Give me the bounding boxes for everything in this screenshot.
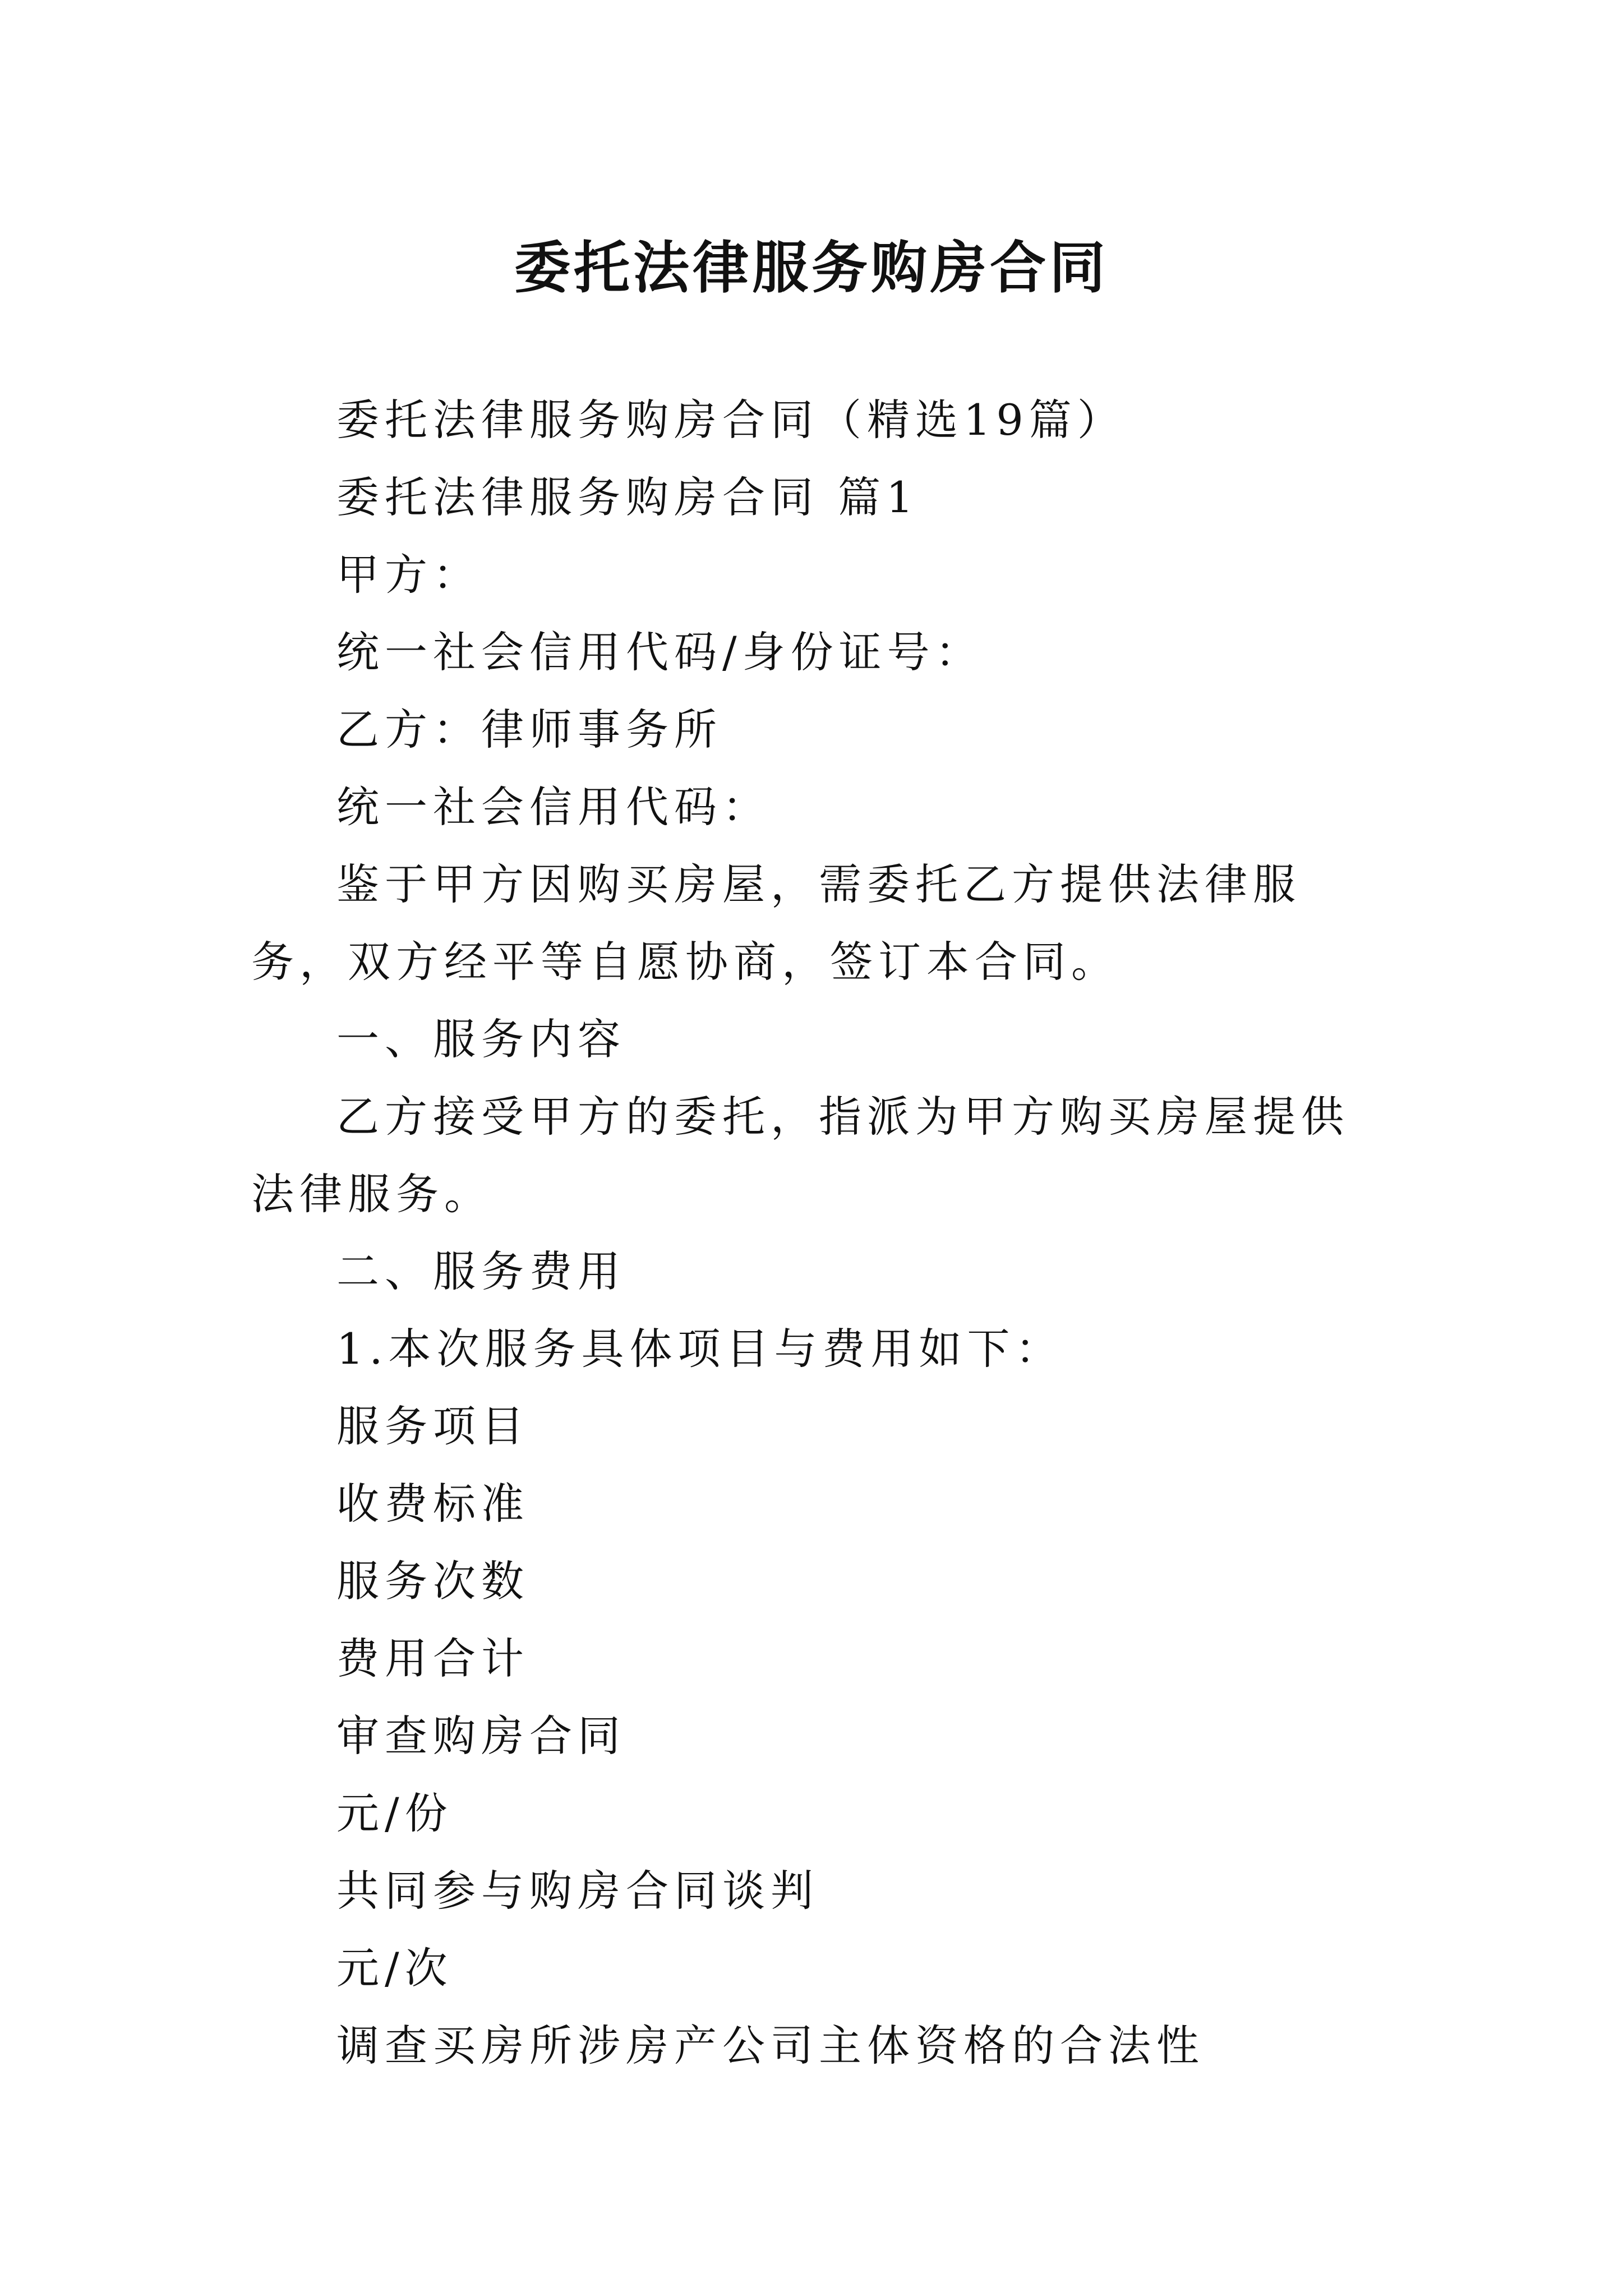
fee-item-negotiation: 共同参与购房合同谈判 [336, 1866, 819, 1916]
fee-item-developer-investigation: 调查买房所涉房产公司主体资格的合法性 [336, 2021, 1205, 2070]
fee-column-total: 费用合计 [336, 1634, 529, 1683]
fee-item-review-contract-rate: 元/份 [336, 1788, 453, 1838]
section-heading-service-content: 一、服务内容 [336, 1014, 626, 1064]
fee-column-rate: 收费标准 [336, 1479, 529, 1529]
document-title: 委托法律服务购房合同 [514, 234, 1109, 301]
paragraph-collection-title: 委托法律服务购房合同（精选19篇） [336, 395, 1126, 445]
paragraph-service-content: 乙方接受甲方的委托，指派为甲方购买房屋提供法律服务。 [251, 1092, 1349, 1219]
paragraph-party-a-id: 统一社会信用代码/身份证号： [336, 627, 984, 677]
paragraph-party-b: 乙方：律师事务所 [336, 705, 722, 754]
paragraph-preamble: 鉴于甲方因购买房屋，需委托乙方提供法律服务，双方经平等自愿协商，签订本合同。 [251, 859, 1301, 987]
fee-item-negotiation-rate: 元/次 [336, 1943, 453, 1993]
paragraph-fee-intro: 1.本次服务具体项目与费用如下： [336, 1324, 1064, 1374]
section-heading-service-fees: 二、服务费用 [336, 1246, 626, 1296]
fee-column-count: 服务次数 [336, 1556, 529, 1606]
paragraph-party-a: 甲方： [336, 550, 481, 600]
document-body [251, 381, 1392, 2085]
paragraph-party-b-id: 统一社会信用代码： [336, 782, 771, 832]
fee-item-review-contract: 审查购房合同 [336, 1711, 626, 1761]
paragraph-article-heading: 委托法律服务购房合同 篇1 [336, 472, 919, 522]
fee-column-service-item: 服务项目 [336, 1401, 529, 1451]
